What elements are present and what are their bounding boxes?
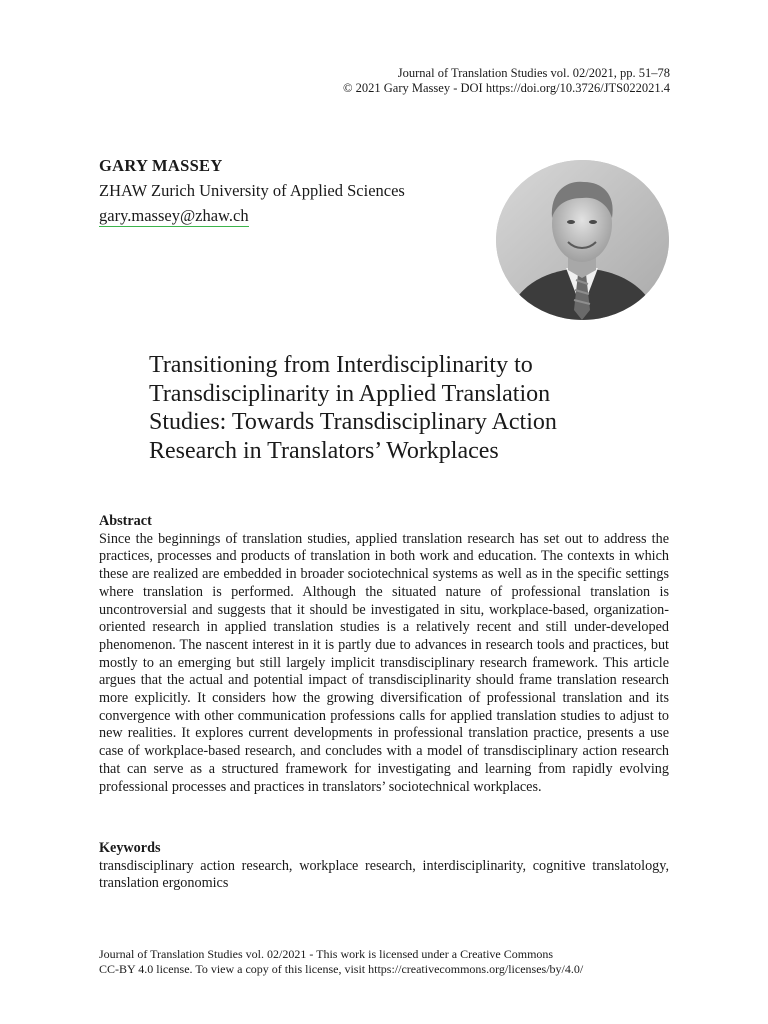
copyright-doi: © 2021 Gary Massey - DOI https://doi.org/10.3726/JTS022021.4 <box>343 81 670 95</box>
license-footer <box>99 947 669 977</box>
title-line: Transitioning from Interdisciplinarity to <box>149 352 533 378</box>
title-line: Research in Translators’ Workplaces <box>149 437 499 464</box>
journal-header <box>343 66 670 96</box>
keywords-section <box>99 840 669 893</box>
author-portrait <box>496 160 669 320</box>
author-portrait-image <box>496 160 669 320</box>
author-block <box>99 153 405 228</box>
footer-line-1: Journal of Translation Studies vol. 02/2021 - This work is licensed under a Creative Commons <box>99 947 554 961</box>
journal-citation: Journal of Translation Studies vol. 02/2021, pp. 51–78 <box>397 66 670 80</box>
author-affiliation: ZHAW Zurich University of Applied Sciences <box>99 181 405 200</box>
abstract-section <box>99 513 669 796</box>
title-line: Transdisciplinarity in Applied Translation <box>149 380 551 407</box>
author-email-link[interactable]: gary.massey@zhaw.ch <box>99 206 249 225</box>
keywords-heading: Keywords <box>99 840 161 856</box>
paper-title <box>149 351 619 465</box>
abstract-text: Since the beginnings of translation studies, applied translation research has set out to address the practices, processes and products of translation in both work and education. The contexts in which these are realized are embedded in broader sociotechnical systems as well as in the specific settings where translation is performed. Although the situated nature of professional translation is uncontroversial and suggests that it should be investigated in situ, workplace-based, organization-oriented research in applied translation studies is a relatively recent and still under-developed phenomenon. The nascent interest in it is partly due to advances in research tools and practices, but mostly to an emerging but still largely implicit transdisciplinary research framework. This article argues that the actual and potential impact of transdisciplinarity should frame translation research more explicitly. It considers how the growing diversification of professional translation and its convergence with other communication professions calls for applied translation studies to adjust to new realities. It explores current developments in professional translation practice, presents a use case of workplace-based research, and concludes with a model of transdisciplinary action research that can serve as a structured framework for investigating and learning from rapidly evolving professional processes and practices in translators’ sociotechnical workplaces. <box>99 530 669 795</box>
footer-line-2: CC-BY 4.0 license. To view a copy of this license, visit https://creativecommons.org/licenses/by/4.0/ <box>99 962 584 976</box>
keywords-text: transdisciplinary action research, workplace research, interdisciplinarity, cognitive translatology, translation ergonomics <box>99 857 669 892</box>
abstract-heading: Abstract <box>99 513 152 529</box>
title-line: Studies: Towards Transdisciplinary Action <box>149 409 557 435</box>
author-name: GARY MASSEY <box>99 156 223 175</box>
